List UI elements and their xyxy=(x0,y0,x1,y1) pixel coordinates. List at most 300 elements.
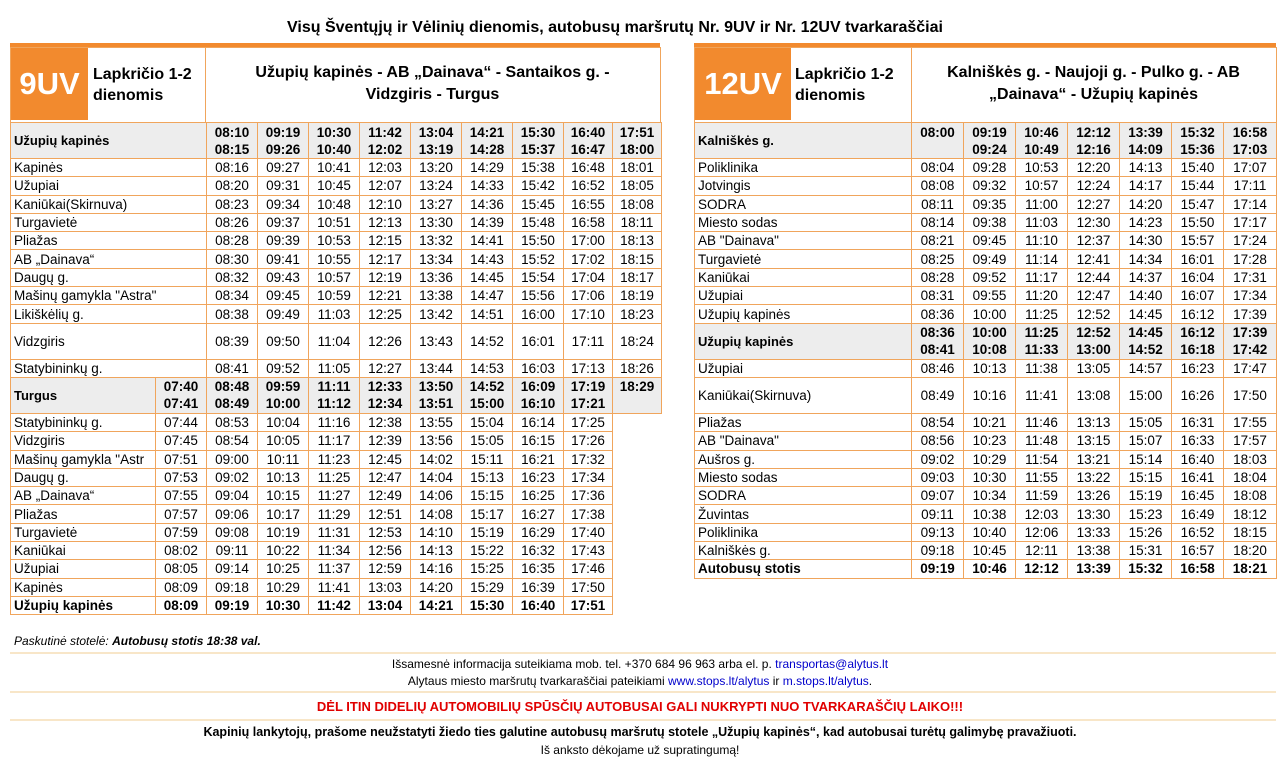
stop-time: 11:23 xyxy=(309,450,360,468)
stop-name: Pliažas xyxy=(11,232,207,250)
departure-time-first: 10:30 xyxy=(316,124,352,140)
stop-time: 09:38 xyxy=(964,213,1016,231)
table-row xyxy=(695,377,1277,413)
stop-time: 13:30 xyxy=(411,213,462,231)
thank-you-note: Iš anksto dėkojame už supratingumą! xyxy=(540,743,740,757)
stop-time: 12:26 xyxy=(360,323,411,359)
email-link[interactable]: transportas@alytus.lt xyxy=(775,657,889,671)
table-row xyxy=(695,323,1277,359)
stop-time: 13:08 xyxy=(1068,377,1120,413)
departure-time: 08:41 xyxy=(920,342,955,358)
stop-time: 09:49 xyxy=(258,305,309,323)
stop-time: 11:10 xyxy=(1016,232,1068,250)
departure-time-second: 12:16 xyxy=(1076,141,1111,157)
stop-time: 12:44 xyxy=(1068,268,1120,286)
stop-time: 09:31 xyxy=(258,177,309,195)
stop-time xyxy=(309,377,360,413)
stop-time: 14:45 xyxy=(462,268,513,286)
info-phone-text: Išsamesnė informacija suteikiama mob. tel. +370 684 96 963 arba el. p. xyxy=(391,657,772,671)
stop-name: Turgavietė xyxy=(695,250,912,268)
departure-time xyxy=(309,123,360,159)
stop-name: Vidzgiris xyxy=(11,432,156,450)
table-row xyxy=(11,377,662,413)
stop-time: 16:58 xyxy=(1172,560,1224,578)
stop-time: 15:14 xyxy=(1120,450,1172,468)
stop-time: 18:23 xyxy=(613,305,662,323)
departure-time-second: 10:49 xyxy=(1024,141,1059,157)
stop-time: 17:50 xyxy=(1224,377,1277,413)
stop-time: 13:33 xyxy=(1068,523,1120,541)
departure-time-first: 13:39 xyxy=(1128,124,1163,140)
table-row xyxy=(695,305,1277,323)
stop-time: 16:52 xyxy=(564,177,613,195)
stop-time: 15:31 xyxy=(1120,542,1172,560)
table-row xyxy=(695,487,1277,505)
table-row xyxy=(695,432,1277,450)
stop-time: 08:08 xyxy=(912,177,964,195)
stop-time: 17:38 xyxy=(564,505,613,523)
route-12uv-description-line1: Kalniškės g. - Naujoji g. - Pulko g. - AB xyxy=(947,64,1240,81)
stop-time: 11:41 xyxy=(309,578,360,596)
stop-time: 14:53 xyxy=(462,359,513,377)
stop-time: 18:05 xyxy=(613,177,662,195)
stop-time: 18:21 xyxy=(1224,560,1277,578)
stop-time: 14:13 xyxy=(1120,159,1172,177)
arrival-time: 16:09 xyxy=(520,379,556,395)
stop-time: 15:15 xyxy=(1120,468,1172,486)
departure-time xyxy=(207,123,258,159)
departure-time-first: 13:04 xyxy=(418,124,454,140)
stop-name: Kaniūkai xyxy=(695,268,912,286)
stop-time: 15:00 xyxy=(1120,377,1172,413)
stop-time: 18:03 xyxy=(1224,450,1277,468)
stop-time: 10:53 xyxy=(1016,159,1068,177)
departure-time: 17:42 xyxy=(1232,342,1268,358)
stop-time: 11:54 xyxy=(1016,450,1068,468)
stop-time xyxy=(613,377,662,413)
stop-time: 08:26 xyxy=(207,213,258,231)
stop-time: 12:49 xyxy=(360,487,411,505)
stop-time: 13:34 xyxy=(411,250,462,268)
stop-name: Kaniūkai(Skirnuva) xyxy=(11,195,207,213)
stop-time: 14:04 xyxy=(411,468,462,486)
departure-time-first: 08:00 xyxy=(920,124,955,140)
table-row xyxy=(695,523,1277,541)
table-row xyxy=(11,542,662,560)
stop-time: 17:36 xyxy=(564,487,613,505)
stop-time: 13:56 xyxy=(411,432,462,450)
stop-time: 14:10 xyxy=(411,523,462,541)
stop-time: 08:53 xyxy=(207,413,258,431)
stop-time: 08:46 xyxy=(912,359,964,377)
stop-time: 08:30 xyxy=(207,250,258,268)
route-9uv-timetable xyxy=(10,122,662,615)
stop-time: 10:16 xyxy=(964,377,1016,413)
route-9uv-description-line1: Užupių kapinės - AB „Dainava“ - Santaikos g. - xyxy=(255,64,610,81)
stop-name: Užupių kapinės xyxy=(11,123,207,159)
departure-time-second: 15:37 xyxy=(520,141,556,157)
table-row xyxy=(11,195,662,213)
stop-time: 12:45 xyxy=(360,450,411,468)
stop-time: 15:19 xyxy=(1120,487,1172,505)
stop-time: 17:10 xyxy=(564,305,613,323)
stop-time: 12:15 xyxy=(360,232,411,250)
stop-time: 09:04 xyxy=(207,487,258,505)
stop-time: 15:17 xyxy=(462,505,513,523)
stop-time: 18:26 xyxy=(613,359,662,377)
stop-time: 09:41 xyxy=(258,250,309,268)
stop-time: 17:39 xyxy=(1224,305,1277,323)
stop-time: 16:07 xyxy=(1172,287,1224,305)
stop-name: Žuvintas xyxy=(695,505,912,523)
route-9uv-dates-line1: Lapkričio 1-2 xyxy=(93,66,192,83)
stop-time: 11:04 xyxy=(309,323,360,359)
arrival-time: 13:50 xyxy=(418,379,454,395)
stop-time: 16:48 xyxy=(564,159,613,177)
departure-time-first: 10:46 xyxy=(1024,124,1059,140)
stop-time: 07:57 xyxy=(156,505,207,523)
stop-name: Užupių kapinės xyxy=(695,323,912,359)
stop-time: 09:19 xyxy=(207,596,258,614)
stop-time: 13:27 xyxy=(411,195,462,213)
departure-time-second: 14:28 xyxy=(469,141,505,157)
stop-time: 08:11 xyxy=(912,195,964,213)
table-row xyxy=(695,287,1277,305)
table-row xyxy=(11,468,662,486)
stop-time: 18:08 xyxy=(1224,487,1277,505)
stop-time: 08:31 xyxy=(912,287,964,305)
stop-time: 09:18 xyxy=(912,542,964,560)
stop-time: 12:17 xyxy=(360,250,411,268)
stop-time: 08:02 xyxy=(156,542,207,560)
traffic-warning: DĖL ITIN DIDELIŲ AUTOMOBILIŲ SPŪSČIŲ AUTOBUSAI GALI NUKRYPTI NUO TVARKARAŠČIŲ LAIKO!!! xyxy=(316,699,964,714)
stop-name: Likiškėlių g. xyxy=(11,305,207,323)
departure-time: 10:08 xyxy=(972,342,1007,358)
stop-time: 09:11 xyxy=(207,542,258,560)
stop-time: 11:27 xyxy=(309,487,360,505)
stop-time: 14:34 xyxy=(1120,250,1172,268)
stop-time xyxy=(513,377,564,413)
stop-time: 09:06 xyxy=(207,505,258,523)
stop-time: 15:30 xyxy=(462,596,513,614)
stop-time: 18:08 xyxy=(613,195,662,213)
stop-time: 17:24 xyxy=(1224,232,1277,250)
stop-name: Kalniškės g. xyxy=(695,542,912,560)
route-9uv-dates-line2: dienomis xyxy=(93,87,164,104)
departure-time-second: 09:26 xyxy=(265,141,301,157)
route-9uv-dates xyxy=(93,64,192,106)
stop-time: 09:43 xyxy=(258,268,309,286)
stop-time: 15:23 xyxy=(1120,505,1172,523)
departure-time-second: 14:09 xyxy=(1128,141,1163,157)
stop-time: 08:25 xyxy=(912,250,964,268)
departure-time: 14:52 xyxy=(1128,342,1163,358)
stop-time: 15:22 xyxy=(462,542,513,560)
table-row xyxy=(11,159,662,177)
stop-time: 17:46 xyxy=(564,560,613,578)
stop-name: SODRA xyxy=(695,195,912,213)
stop-time: 09:13 xyxy=(912,523,964,541)
stop-name: Daugų g. xyxy=(11,468,156,486)
stop-time: 15:15 xyxy=(462,487,513,505)
stop-time: 12:19 xyxy=(360,268,411,286)
stop-time: 12:37 xyxy=(1068,232,1120,250)
stop-name: AB "Dainava" xyxy=(695,432,912,450)
stop-time: 08:16 xyxy=(207,159,258,177)
stop-time: 13:03 xyxy=(360,578,411,596)
table-row xyxy=(11,177,662,195)
stop-time: 16:25 xyxy=(513,487,564,505)
stop-time: 13:43 xyxy=(411,323,462,359)
stop-time: 10:34 xyxy=(964,487,1016,505)
departure-time xyxy=(1120,123,1172,159)
departure-time-second: 12:02 xyxy=(367,141,403,157)
stop-name: Statybininkų g. xyxy=(11,413,156,431)
route-9uv-description xyxy=(206,48,659,120)
stop-time: 17:11 xyxy=(1224,177,1277,195)
stop-time: 10:11 xyxy=(258,450,309,468)
empty-cell xyxy=(613,413,662,431)
stop-time: 14:33 xyxy=(462,177,513,195)
stop-time: 16:55 xyxy=(564,195,613,213)
table-row xyxy=(695,177,1277,195)
route-12uv-description-line2: „Dainava“ - Užupių kapinės xyxy=(989,86,1198,103)
route-12uv-description xyxy=(912,48,1275,120)
stop-name: Užupiai xyxy=(11,560,156,578)
stop-time: 14:39 xyxy=(462,213,513,231)
departure-time-second: 15:36 xyxy=(1180,141,1215,157)
table-row xyxy=(11,596,662,614)
departure-time: 13:51 xyxy=(418,396,454,412)
stop-time: 17:50 xyxy=(564,578,613,596)
stop-time: 17:51 xyxy=(564,596,613,614)
stop-time: 10:17 xyxy=(258,505,309,523)
stop-name: Mašinų gamykla "Astra" xyxy=(11,287,207,305)
stop-time: 12:47 xyxy=(360,468,411,486)
visitor-request: Kapinių lankytojų, prašome neužstatyti žiedo ties galutine autobusų maršrutų stotele „Užupių kapinės“, kad autobusai turėtų galimybę pravažiuoti. xyxy=(203,725,1077,739)
mobile-stops-link[interactable]: m.stops.lt/alytus xyxy=(782,674,869,688)
table-row xyxy=(11,432,662,450)
stop-time: 10:57 xyxy=(309,268,360,286)
stop-time: 16:26 xyxy=(1172,377,1224,413)
stop-time: 11:05 xyxy=(309,359,360,377)
stop-time: 08:23 xyxy=(207,195,258,213)
stop-time: 18:15 xyxy=(1224,523,1277,541)
stop-time: 09:32 xyxy=(964,177,1016,195)
stop-time: 18:13 xyxy=(613,232,662,250)
departure-time xyxy=(258,123,309,159)
stop-time: 08:04 xyxy=(912,159,964,177)
stop-time: 18:11 xyxy=(613,213,662,231)
stop-time: 08:14 xyxy=(912,213,964,231)
table-row xyxy=(11,323,662,359)
departure-time: 17:21 xyxy=(570,396,606,412)
stop-time: 18:12 xyxy=(1224,505,1277,523)
arrival-time: 16:12 xyxy=(1180,325,1215,341)
stop-time: 08:36 xyxy=(912,305,964,323)
table-row xyxy=(11,487,662,505)
stop-time: 15:40 xyxy=(1172,159,1224,177)
stop-time: 11:42 xyxy=(309,596,360,614)
divider-2 xyxy=(10,691,1276,693)
stop-time: 11:03 xyxy=(309,305,360,323)
stop-time: 08:09 xyxy=(156,596,207,614)
stop-time: 14:20 xyxy=(411,578,462,596)
stop-time xyxy=(258,377,309,413)
stop-time: 10:38 xyxy=(964,505,1016,523)
stop-time: 10:40 xyxy=(964,523,1016,541)
stop-time: 13:38 xyxy=(411,287,462,305)
stop-time: 13:20 xyxy=(411,159,462,177)
arrival-time: 12:33 xyxy=(367,379,403,395)
stop-time: 14:29 xyxy=(462,159,513,177)
stop-time: 17:14 xyxy=(1224,195,1277,213)
stop-time: 15:50 xyxy=(513,232,564,250)
stop-time: 18:15 xyxy=(613,250,662,268)
stop-time: 12:59 xyxy=(360,560,411,578)
stop-time: 15:50 xyxy=(1172,213,1224,231)
table-row xyxy=(11,523,662,541)
stop-name: Kalniškės g. xyxy=(695,123,912,159)
stop-time: 16:35 xyxy=(513,560,564,578)
arrival-time: 17:19 xyxy=(570,379,606,395)
stop-time: 15:48 xyxy=(513,213,564,231)
stop-time: 09:03 xyxy=(912,468,964,486)
stop-time: 10:46 xyxy=(964,560,1016,578)
stop-time: 16:40 xyxy=(513,596,564,614)
page-title: Visų Šventųjų ir Vėlinių dienomis, autobusų maršrutų Nr. 9UV ir Nr. 12UV tvarkaraščiai xyxy=(287,19,943,36)
stop-name: Turgavietė xyxy=(11,523,156,541)
arrival-time: 08:36 xyxy=(920,325,955,341)
departure-time xyxy=(513,123,564,159)
stop-name: Miesto sodas xyxy=(695,468,912,486)
stop-time: 13:32 xyxy=(411,232,462,250)
stop-time: 13:39 xyxy=(1068,560,1120,578)
stop-time: 09:37 xyxy=(258,213,309,231)
departure-time xyxy=(912,123,964,159)
stop-time: 10:55 xyxy=(309,250,360,268)
arrival-time: 11:11 xyxy=(317,379,351,395)
table-row xyxy=(11,450,662,468)
route-12uv-timetable xyxy=(694,122,1277,579)
stop-time: 14:08 xyxy=(411,505,462,523)
stop-time: 14:13 xyxy=(411,542,462,560)
departure-time-first: 12:12 xyxy=(1076,124,1111,140)
table-row xyxy=(11,359,662,377)
stop-time: 11:38 xyxy=(1016,359,1068,377)
departure-time-second: 08:15 xyxy=(214,141,250,157)
route-12uv-dates xyxy=(795,64,894,106)
stop-time: 07:53 xyxy=(156,468,207,486)
stop-time: 15:45 xyxy=(513,195,564,213)
stop-time: 16:21 xyxy=(513,450,564,468)
stop-time: 17:26 xyxy=(564,432,613,450)
stop-time: 14:30 xyxy=(1120,232,1172,250)
empty-cell xyxy=(613,450,662,468)
stop-time: 11:41 xyxy=(1016,377,1068,413)
stop-time: 11:37 xyxy=(309,560,360,578)
departure-time: 11:33 xyxy=(1024,342,1059,358)
stop-time: 16:27 xyxy=(513,505,564,523)
stop-time: 16:23 xyxy=(513,468,564,486)
stop-time: 08:56 xyxy=(912,432,964,450)
stop-time: 14:36 xyxy=(462,195,513,213)
route-9uv-badge: 9UV xyxy=(11,48,88,120)
table-row xyxy=(11,232,662,250)
stop-time: 17:57 xyxy=(1224,432,1277,450)
stop-time: 10:51 xyxy=(309,213,360,231)
table-row xyxy=(695,250,1277,268)
stop-name: Pliažas xyxy=(11,505,156,523)
stop-name: AB „Dainava“ xyxy=(11,487,156,505)
departure-time: 16:10 xyxy=(520,396,556,412)
stop-time: 12:03 xyxy=(360,159,411,177)
stop-time: 08:38 xyxy=(207,305,258,323)
stop-time: 10:21 xyxy=(964,413,1016,431)
stop-time: 10:59 xyxy=(309,287,360,305)
stop-time: 12:41 xyxy=(1068,250,1120,268)
departure-time: 07:41 xyxy=(163,396,199,412)
stop-time: 18:20 xyxy=(1224,542,1277,560)
stop-time: 12:56 xyxy=(360,542,411,560)
divider-1 xyxy=(10,652,1276,654)
stop-time: 12:30 xyxy=(1068,213,1120,231)
stop-time xyxy=(564,377,613,413)
empty-cell xyxy=(613,432,662,450)
stop-time: 07:44 xyxy=(156,413,207,431)
stop-name: AB "Dainava" xyxy=(695,232,912,250)
stop-time: 09:34 xyxy=(258,195,309,213)
departure-time: 12:34 xyxy=(367,396,403,412)
table-row xyxy=(695,413,1277,431)
stop-time: 09:49 xyxy=(964,250,1016,268)
stop-time: 11:03 xyxy=(1016,213,1068,231)
stop-time: 09:00 xyxy=(207,450,258,468)
stop-time: 08:28 xyxy=(912,268,964,286)
stop-time: 16:15 xyxy=(513,432,564,450)
arrival-time: 11:25 xyxy=(1024,325,1059,341)
stop-name: Turgavietė xyxy=(11,213,207,231)
stop-time: 12:07 xyxy=(360,177,411,195)
stop-name: Kapinės xyxy=(11,159,207,177)
stops-link[interactable]: www.stops.lt/alytus xyxy=(668,674,770,688)
stop-time: 11:55 xyxy=(1016,468,1068,486)
stop-time: 12:03 xyxy=(1016,505,1068,523)
stop-name: Vidzgiris xyxy=(11,323,207,359)
stop-time: 15:38 xyxy=(513,159,564,177)
stop-time: 09:11 xyxy=(912,505,964,523)
table-row xyxy=(695,159,1277,177)
stop-time: 14:45 xyxy=(1120,305,1172,323)
stop-time: 12:13 xyxy=(360,213,411,231)
last-stop-note xyxy=(14,634,261,648)
stop-name: Poliklinika xyxy=(695,523,912,541)
departure-time: 11:12 xyxy=(317,396,351,412)
stop-time: 13:22 xyxy=(1068,468,1120,486)
arrival-time: 07:40 xyxy=(163,379,199,395)
stop-time: 15:13 xyxy=(462,468,513,486)
stop-time: 17:13 xyxy=(564,359,613,377)
stop-time xyxy=(1120,323,1172,359)
stop-time xyxy=(1224,323,1277,359)
stop-time: 14:41 xyxy=(462,232,513,250)
table-row xyxy=(695,560,1277,578)
table-row xyxy=(695,505,1277,523)
stop-time: 13:13 xyxy=(1068,413,1120,431)
stop-time: 16:31 xyxy=(1172,413,1224,431)
table-row xyxy=(11,287,662,305)
info-line-1 xyxy=(0,657,1280,671)
